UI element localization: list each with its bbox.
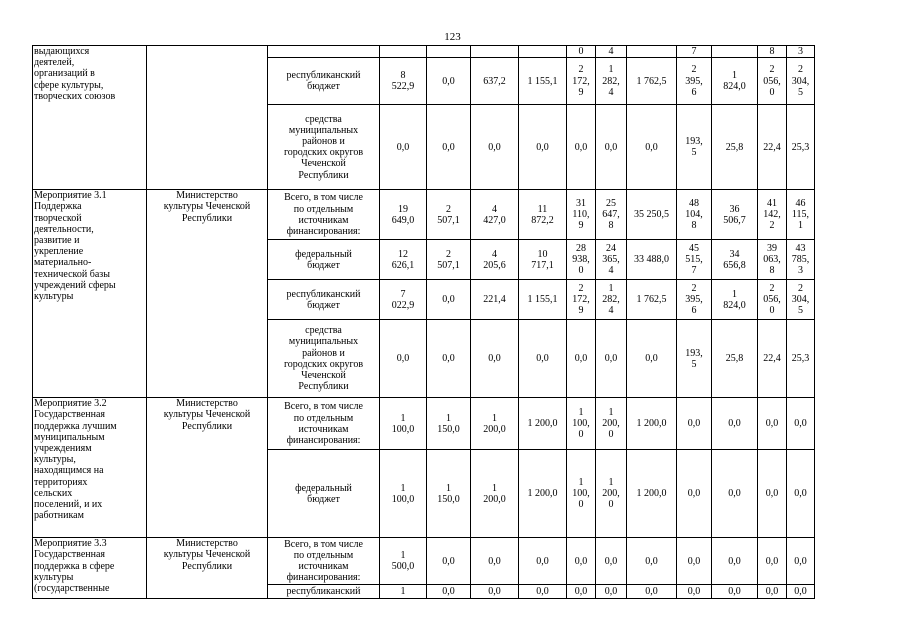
amount-value: 0,0 bbox=[574, 555, 588, 567]
amount-value: 2 395, 6 bbox=[685, 64, 703, 98]
amount-value: 1 200,0 bbox=[483, 412, 506, 435]
amount-value: 0,0 bbox=[687, 555, 701, 567]
amount-cell bbox=[519, 320, 567, 398]
amount-value: 46 115, 1 bbox=[791, 197, 810, 232]
amount-value: 19 649,0 bbox=[391, 203, 415, 226]
group-name-cell bbox=[33, 190, 147, 398]
amount-value: 0,0 bbox=[442, 353, 455, 365]
amount-cell bbox=[519, 105, 567, 190]
amount-cell bbox=[596, 585, 627, 599]
amount-cell bbox=[758, 450, 787, 538]
amount-cell bbox=[567, 105, 596, 190]
amount-cell bbox=[519, 240, 567, 280]
amount-cell bbox=[758, 240, 787, 280]
amount-value: 0,0 bbox=[442, 294, 455, 306]
amount-cell bbox=[519, 450, 567, 538]
amount-cell bbox=[627, 105, 677, 190]
amount-value: 0,0 bbox=[687, 586, 701, 598]
amount-cell bbox=[596, 240, 627, 280]
amount-cell bbox=[380, 240, 427, 280]
amount-value: 0,0 bbox=[574, 141, 588, 153]
funding-source: Всего, в том числе по отдельным источникам финансирования: bbox=[284, 538, 363, 584]
amount-value: 24 365, 4 bbox=[602, 242, 620, 277]
amount-cell bbox=[787, 320, 815, 398]
column-number-cell bbox=[471, 46, 519, 58]
amount-value: 221,4 bbox=[483, 294, 506, 306]
amount-cell bbox=[471, 58, 519, 105]
column-number-cell: 0 bbox=[567, 46, 596, 58]
amount-value: 35 250,5 bbox=[634, 209, 669, 221]
amount-value: 0,0 bbox=[396, 353, 410, 365]
amount-value: 0,0 bbox=[645, 555, 658, 567]
amount-cell bbox=[567, 280, 596, 320]
executor-cell bbox=[147, 190, 268, 398]
amount-value: 0,0 bbox=[728, 586, 741, 598]
amount-cell bbox=[380, 585, 427, 599]
amount-cell bbox=[427, 105, 471, 190]
amount-cell bbox=[567, 585, 596, 599]
amount-value: 1 200,0 bbox=[483, 482, 506, 505]
amount-value: 0,0 bbox=[765, 418, 779, 430]
group-name: Мероприятие 3.3 Государственная поддержка в сфере культуры (государственные bbox=[34, 538, 115, 594]
amount-value: 0,0 bbox=[728, 555, 741, 567]
column-number-cell: 7 bbox=[677, 46, 712, 58]
amount-value: 0,0 bbox=[765, 555, 779, 567]
column-number-cell bbox=[627, 46, 677, 58]
amount-value: 39 063, 8 bbox=[763, 242, 781, 277]
amount-value: 0,0 bbox=[794, 586, 807, 598]
column-number-cell bbox=[427, 46, 471, 58]
amount-cell bbox=[596, 398, 627, 450]
amount-value: 1 150,0 bbox=[437, 412, 460, 435]
amount-cell bbox=[427, 585, 471, 599]
amount-cell bbox=[519, 538, 567, 585]
amount-cell bbox=[677, 538, 712, 585]
amount-cell bbox=[677, 320, 712, 398]
amount-cell bbox=[519, 585, 567, 599]
amount-value: 1 100, 0 bbox=[572, 406, 590, 441]
amount-cell bbox=[471, 105, 519, 190]
funding-source: средства муниципальных районов и городских округов Чеченской Республики bbox=[283, 325, 364, 393]
amount-value: 0,0 bbox=[488, 353, 501, 365]
amount-value: 22,4 bbox=[763, 141, 781, 153]
amount-cell bbox=[677, 190, 712, 240]
amount-cell bbox=[596, 280, 627, 320]
amount-value: 2 172, 9 bbox=[572, 282, 590, 317]
amount-cell bbox=[380, 450, 427, 538]
amount-value: 637,2 bbox=[483, 75, 506, 87]
amount-cell bbox=[471, 398, 519, 450]
amount-value: 0,0 bbox=[536, 586, 549, 598]
funding-source-cell bbox=[268, 320, 380, 398]
amount-cell bbox=[427, 280, 471, 320]
amount-value: 4 427,0 bbox=[483, 203, 506, 226]
amount-cell bbox=[567, 450, 596, 538]
amount-value: 41 142, 2 bbox=[763, 197, 781, 232]
amount-cell bbox=[758, 320, 787, 398]
amount-value: 31 110, 9 bbox=[572, 197, 590, 232]
amount-cell bbox=[427, 320, 471, 398]
amount-cell bbox=[758, 398, 787, 450]
amount-cell bbox=[787, 450, 815, 538]
amount-cell bbox=[471, 280, 519, 320]
amount-value: 1 100,0 bbox=[391, 482, 415, 505]
amount-cell bbox=[712, 240, 758, 280]
group-name: выдающихся деятелей, организаций в сфере культуры, творческих союзов bbox=[34, 46, 116, 102]
amount-value: 28 938, 0 bbox=[572, 242, 590, 277]
amount-cell bbox=[596, 320, 627, 398]
amount-value: 0,0 bbox=[687, 418, 701, 430]
amount-value: 48 104, 8 bbox=[685, 197, 703, 232]
amount-value: 1 155,1 bbox=[527, 75, 558, 87]
amount-value: 0,0 bbox=[396, 141, 410, 153]
column-number-cell: 8 bbox=[758, 46, 787, 58]
amount-value: 4 205,6 bbox=[483, 248, 506, 271]
amount-cell bbox=[471, 585, 519, 599]
executor: Министерство культуры Чеченской Республики bbox=[163, 398, 251, 432]
amount-value: 1 200,0 bbox=[527, 488, 558, 500]
executor-cell bbox=[147, 398, 268, 538]
amount-cell bbox=[677, 58, 712, 105]
amount-cell bbox=[427, 58, 471, 105]
amount-value: 1 200,0 bbox=[527, 418, 558, 430]
amount-value: 0,0 bbox=[442, 75, 455, 87]
column-number-cell: 4 bbox=[596, 46, 627, 58]
funding-source-cell bbox=[268, 538, 380, 585]
amount-cell bbox=[758, 58, 787, 105]
amount-cell bbox=[380, 190, 427, 240]
amount-value: 25,8 bbox=[725, 353, 744, 365]
amount-value: 1 282, 4 bbox=[602, 64, 620, 98]
amount-cell bbox=[787, 190, 815, 240]
amount-value: 0,0 bbox=[728, 418, 741, 430]
executor: Министерство культуры Чеченской Республики bbox=[163, 190, 251, 224]
amount-value: 1 824,0 bbox=[723, 288, 746, 311]
amount-value: 0,0 bbox=[442, 141, 455, 153]
amount-cell bbox=[627, 538, 677, 585]
amount-value: 0,0 bbox=[604, 141, 618, 153]
executor-cell bbox=[147, 538, 268, 599]
amount-cell bbox=[758, 280, 787, 320]
amount-cell bbox=[471, 240, 519, 280]
amount-value: 2 056, 0 bbox=[763, 64, 781, 98]
amount-value: 193, 5 bbox=[685, 136, 703, 159]
amount-value: 0,0 bbox=[536, 555, 549, 567]
funding-source-cell bbox=[268, 240, 380, 280]
amount-cell bbox=[596, 105, 627, 190]
amount-value: 0,0 bbox=[794, 488, 807, 500]
amount-value: 0,0 bbox=[488, 555, 501, 567]
amount-cell bbox=[712, 190, 758, 240]
amount-cell bbox=[677, 398, 712, 450]
amount-value: 0,0 bbox=[442, 586, 455, 598]
amount-cell bbox=[627, 398, 677, 450]
funding-source: федеральный бюджет bbox=[295, 482, 352, 505]
amount-cell bbox=[471, 538, 519, 585]
amount-cell bbox=[787, 58, 815, 105]
funding-source-cell bbox=[268, 398, 380, 450]
amount-cell bbox=[712, 585, 758, 599]
amount-value: 0,0 bbox=[794, 418, 807, 430]
amount-cell bbox=[567, 320, 596, 398]
amount-value: 0,0 bbox=[728, 488, 741, 500]
amount-value: 1 762,5 bbox=[636, 294, 667, 306]
amount-value: 0,0 bbox=[536, 353, 549, 365]
column-number-row bbox=[33, 46, 815, 58]
amount-value: 0,0 bbox=[604, 353, 618, 365]
amount-cell bbox=[596, 58, 627, 105]
table-row bbox=[33, 538, 815, 585]
amount-cell bbox=[596, 190, 627, 240]
amount-cell bbox=[677, 585, 712, 599]
page-number: 123 bbox=[444, 31, 461, 43]
amount-value: 10 717,1 bbox=[531, 248, 554, 271]
amount-cell bbox=[712, 320, 758, 398]
amount-value: 1 200,0 bbox=[636, 488, 667, 500]
amount-value: 2 507,1 bbox=[437, 248, 460, 271]
amount-value: 43 785, 3 bbox=[791, 242, 810, 277]
amount-value: 0,0 bbox=[765, 488, 779, 500]
funding-source-cell bbox=[268, 105, 380, 190]
amount-value: 1 155,1 bbox=[527, 294, 558, 306]
amount-value: 2 507,1 bbox=[437, 203, 460, 226]
amount-cell bbox=[677, 450, 712, 538]
amount-value: 0,0 bbox=[765, 586, 779, 598]
amount-value: 45 515, 7 bbox=[685, 242, 703, 277]
amount-cell bbox=[380, 320, 427, 398]
amount-cell bbox=[712, 105, 758, 190]
amount-value: 2 304, 5 bbox=[791, 282, 810, 317]
amount-value: 34 656,8 bbox=[723, 248, 746, 271]
amount-cell bbox=[519, 398, 567, 450]
amount-cell bbox=[427, 240, 471, 280]
amount-value: 8 522,9 bbox=[391, 70, 415, 93]
amount-cell bbox=[712, 398, 758, 450]
column-number-cell bbox=[712, 46, 758, 58]
amount-cell bbox=[596, 538, 627, 585]
amount-cell bbox=[627, 450, 677, 538]
amount-value: 1 500,0 bbox=[391, 550, 415, 573]
amount-value: 25,8 bbox=[725, 141, 744, 153]
amount-value: 2 172, 9 bbox=[572, 64, 590, 98]
amount-value: 0,0 bbox=[604, 586, 618, 598]
amount-cell bbox=[567, 190, 596, 240]
amount-value: 1 824,0 bbox=[723, 70, 746, 93]
amount-cell bbox=[677, 240, 712, 280]
funding-source: республиканский бюджет bbox=[286, 70, 361, 93]
funding-source-cell bbox=[268, 58, 380, 105]
amount-cell bbox=[712, 450, 758, 538]
amount-value: 25 647, 8 bbox=[602, 197, 620, 232]
amount-value: 0,0 bbox=[574, 586, 588, 598]
amount-cell bbox=[677, 280, 712, 320]
table-row bbox=[33, 190, 815, 240]
amount-cell bbox=[596, 450, 627, 538]
amount-cell bbox=[567, 538, 596, 585]
funding-source: республиканский bbox=[286, 586, 361, 598]
amount-value: 0,0 bbox=[604, 555, 618, 567]
amount-cell bbox=[758, 538, 787, 585]
amount-value: 0,0 bbox=[488, 586, 501, 598]
amount-cell bbox=[427, 538, 471, 585]
amount-value: 33 488,0 bbox=[634, 254, 669, 266]
group-name: Мероприятие 3.2 Государственная поддержка лучшим муниципальным учреждениям культуры, находящимся на территориях сельских поселений, и их работникам bbox=[34, 398, 117, 522]
amount-cell bbox=[567, 58, 596, 105]
amount-cell bbox=[787, 538, 815, 585]
amount-value: 36 506,7 bbox=[723, 203, 746, 226]
funding-source-cell bbox=[268, 280, 380, 320]
funding-source-cell bbox=[268, 585, 380, 599]
amount-value: 0,0 bbox=[442, 555, 455, 567]
amount-value: 1 100, 0 bbox=[572, 476, 590, 511]
column-number-cell bbox=[268, 46, 380, 58]
amount-value: 11 872,2 bbox=[531, 203, 554, 226]
amount-value: 1 100,0 bbox=[391, 412, 415, 435]
amount-cell bbox=[758, 190, 787, 240]
amount-cell bbox=[712, 280, 758, 320]
amount-cell bbox=[471, 190, 519, 240]
funding-source: Всего, в том числе по отдельным источникам финансирования: bbox=[284, 192, 363, 237]
amount-cell bbox=[567, 398, 596, 450]
amount-cell bbox=[787, 105, 815, 190]
amount-cell bbox=[712, 58, 758, 105]
amount-cell bbox=[677, 105, 712, 190]
amount-cell bbox=[471, 320, 519, 398]
amount-value: 0,0 bbox=[687, 488, 701, 500]
amount-value: 1 762,5 bbox=[636, 75, 667, 87]
amount-cell bbox=[712, 538, 758, 585]
amount-value: 12 626,1 bbox=[391, 248, 415, 271]
group-name-cell bbox=[33, 398, 147, 538]
funding-source-cell bbox=[268, 190, 380, 240]
amount-cell bbox=[787, 398, 815, 450]
amount-value: 1 200, 0 bbox=[602, 406, 620, 441]
amount-cell bbox=[627, 280, 677, 320]
amount-value: 0,0 bbox=[574, 353, 588, 365]
amount-cell bbox=[427, 190, 471, 240]
amount-cell bbox=[627, 585, 677, 599]
amount-cell bbox=[519, 280, 567, 320]
amount-cell bbox=[380, 538, 427, 585]
amount-value: 0,0 bbox=[645, 353, 658, 365]
amount-value: 1 150,0 bbox=[437, 482, 460, 505]
amount-value: 1 bbox=[400, 586, 406, 598]
executor-cell bbox=[147, 46, 268, 190]
executor: Министерство культуры Чеченской Республики bbox=[163, 538, 251, 572]
amount-value: 193, 5 bbox=[685, 347, 703, 370]
amount-cell bbox=[380, 280, 427, 320]
amount-value: 2 056, 0 bbox=[763, 282, 781, 317]
amount-value: 1 200, 0 bbox=[602, 476, 620, 511]
amount-cell bbox=[787, 585, 815, 599]
amount-cell bbox=[427, 450, 471, 538]
amount-cell bbox=[567, 240, 596, 280]
amount-value: 0,0 bbox=[645, 141, 658, 153]
amount-cell bbox=[787, 240, 815, 280]
group-name-cell bbox=[33, 46, 147, 190]
amount-value: 25,3 bbox=[791, 353, 810, 365]
column-number-cell bbox=[519, 46, 567, 58]
amount-value: 2 395, 6 bbox=[685, 282, 703, 317]
funding-source: республиканский бюджет bbox=[286, 288, 361, 311]
amount-value: 22,4 bbox=[763, 353, 781, 365]
amount-cell bbox=[627, 190, 677, 240]
amount-cell bbox=[471, 450, 519, 538]
amount-cell bbox=[627, 58, 677, 105]
amount-value: 25,3 bbox=[791, 141, 810, 153]
funding-source: федеральный бюджет bbox=[295, 248, 352, 271]
amount-cell bbox=[380, 58, 427, 105]
amount-value: 1 200,0 bbox=[636, 418, 667, 430]
amount-cell bbox=[627, 240, 677, 280]
funding-source: Всего, в том числе по отдельным источникам финансирования: bbox=[284, 401, 363, 446]
amount-cell bbox=[519, 58, 567, 105]
amount-cell bbox=[758, 105, 787, 190]
amount-value: 0,0 bbox=[645, 586, 658, 598]
amount-cell bbox=[787, 280, 815, 320]
amount-cell bbox=[519, 190, 567, 240]
amount-cell bbox=[758, 585, 787, 599]
amount-value: 0,0 bbox=[536, 141, 549, 153]
amount-value: 1 282, 4 bbox=[602, 282, 620, 317]
group-name-cell bbox=[33, 538, 147, 599]
funding-source: средства муниципальных районов и городских округов Чеченской Республики bbox=[283, 113, 364, 181]
amount-cell bbox=[627, 320, 677, 398]
amount-cell bbox=[380, 105, 427, 190]
funding-source-cell bbox=[268, 450, 380, 538]
amount-cell bbox=[427, 398, 471, 450]
table-row bbox=[33, 398, 815, 450]
column-number-cell bbox=[380, 46, 427, 58]
column-number-cell: 3 bbox=[787, 46, 815, 58]
amount-cell bbox=[380, 398, 427, 450]
amount-value: 2 304, 5 bbox=[791, 64, 810, 98]
amount-value: 0,0 bbox=[488, 141, 501, 153]
amount-value: 0,0 bbox=[794, 555, 807, 567]
budget-table bbox=[32, 45, 815, 599]
amount-value: 7 022,9 bbox=[391, 288, 415, 311]
group-name: Мероприятие 3.1 Поддержка творческой деятельности, развитие и укрепление материально- технической базы учреждений сферы культуры bbox=[34, 190, 116, 302]
